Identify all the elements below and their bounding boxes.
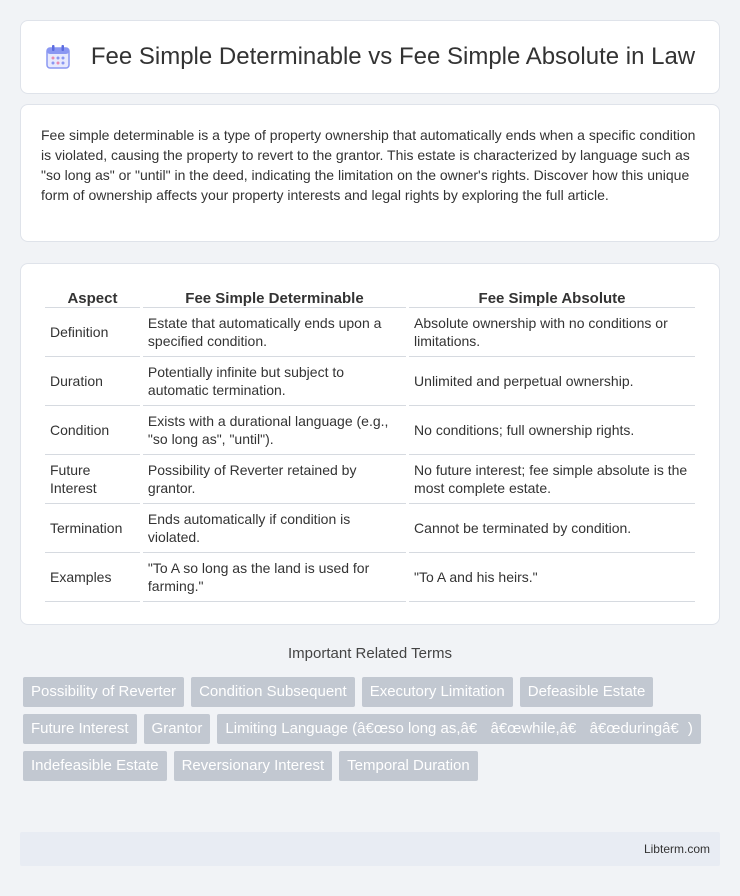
table-row [45,553,695,602]
intro-card [20,104,720,242]
comparison-table [42,284,698,602]
row-determinable: "To A so long as the land is used for farming." [143,553,406,602]
row-aspect: Condition [45,406,140,455]
row-determinable: Ends automatically if condition is violated. [143,504,406,553]
row-absolute: No conditions; full ownership rights. [409,406,695,455]
tag-temporal-duration[interactable]: Temporal Duration [339,751,478,781]
tag-condition-subsequent[interactable]: Condition Subsequent [191,677,355,707]
intro-text: Fee simple determinable is a type of property ownership that automatically ends when a specific condition is violated, causing the property to revert to the grantor. This estate is characterized by language such as "so long as" or "until" in the deed, indicating the limitation on the owner's rights. Discover how this unique form of ownership affects your property interests and legal rights by exploring the full article. [41,127,696,203]
tag-defeasible-estate[interactable]: Defeasible Estate [520,677,654,707]
table-row [45,455,695,504]
related-terms-tags [23,677,723,788]
table-row [45,504,695,553]
tag-possibility-of-reverter[interactable]: Possibility of Reverter [23,677,184,707]
header-fee-simple-determinable: Fee Simple Determinable [143,284,406,308]
row-absolute: Absolute ownership with no conditions or limitations. [409,308,695,357]
header-fee-simple-absolute: Fee Simple Absolute [409,284,695,308]
table-row [45,406,695,455]
row-absolute: "To A and his heirs." [409,553,695,602]
row-absolute: No future interest; fee simple absolute is the most complete estate. [409,455,695,504]
tag-reversionary-interest[interactable]: Reversionary Interest [174,751,333,781]
tag-indefeasible-estate[interactable]: Indefeasible Estate [23,751,167,781]
footer [20,832,720,866]
row-absolute: Cannot be terminated by condition. [409,504,695,553]
related-terms-heading: Important Related Terms [288,645,452,662]
tag-limiting-language[interactable]: Limiting Language (â€œso long as,â€ â€œwhile,â€ â€œduringâ€) [217,714,701,744]
tag-grantor[interactable]: Grantor [144,714,211,744]
row-aspect: Termination [45,504,140,553]
table-header-row [45,284,695,308]
row-aspect: Future Interest [45,455,140,504]
page-title: Fee Simple Determinable vs Fee Simple Absolute in Law [90,43,696,70]
calendar-icon [45,44,71,70]
table-row [45,357,695,406]
header-card [20,20,720,94]
header-aspect: Aspect [45,284,140,308]
tag-executory-limitation[interactable]: Executory Limitation [362,677,513,707]
row-aspect: Duration [45,357,140,406]
row-aspect: Definition [45,308,140,357]
row-determinable: Potentially infinite but subject to automatic termination. [143,357,406,406]
row-absolute: Unlimited and perpetual ownership. [409,357,695,406]
row-determinable: Possibility of Reverter retained by grantor. [143,455,406,504]
comparison-table-card [20,263,720,625]
row-aspect: Examples [45,553,140,602]
tag-future-interest[interactable]: Future Interest [23,714,137,744]
row-determinable: Exists with a durational language (e.g., "so long as", "until"). [143,406,406,455]
table-row [45,308,695,357]
row-determinable: Estate that automatically ends upon a specified condition. [143,308,406,357]
footer-site-link[interactable]: Libterm.com [643,842,710,856]
